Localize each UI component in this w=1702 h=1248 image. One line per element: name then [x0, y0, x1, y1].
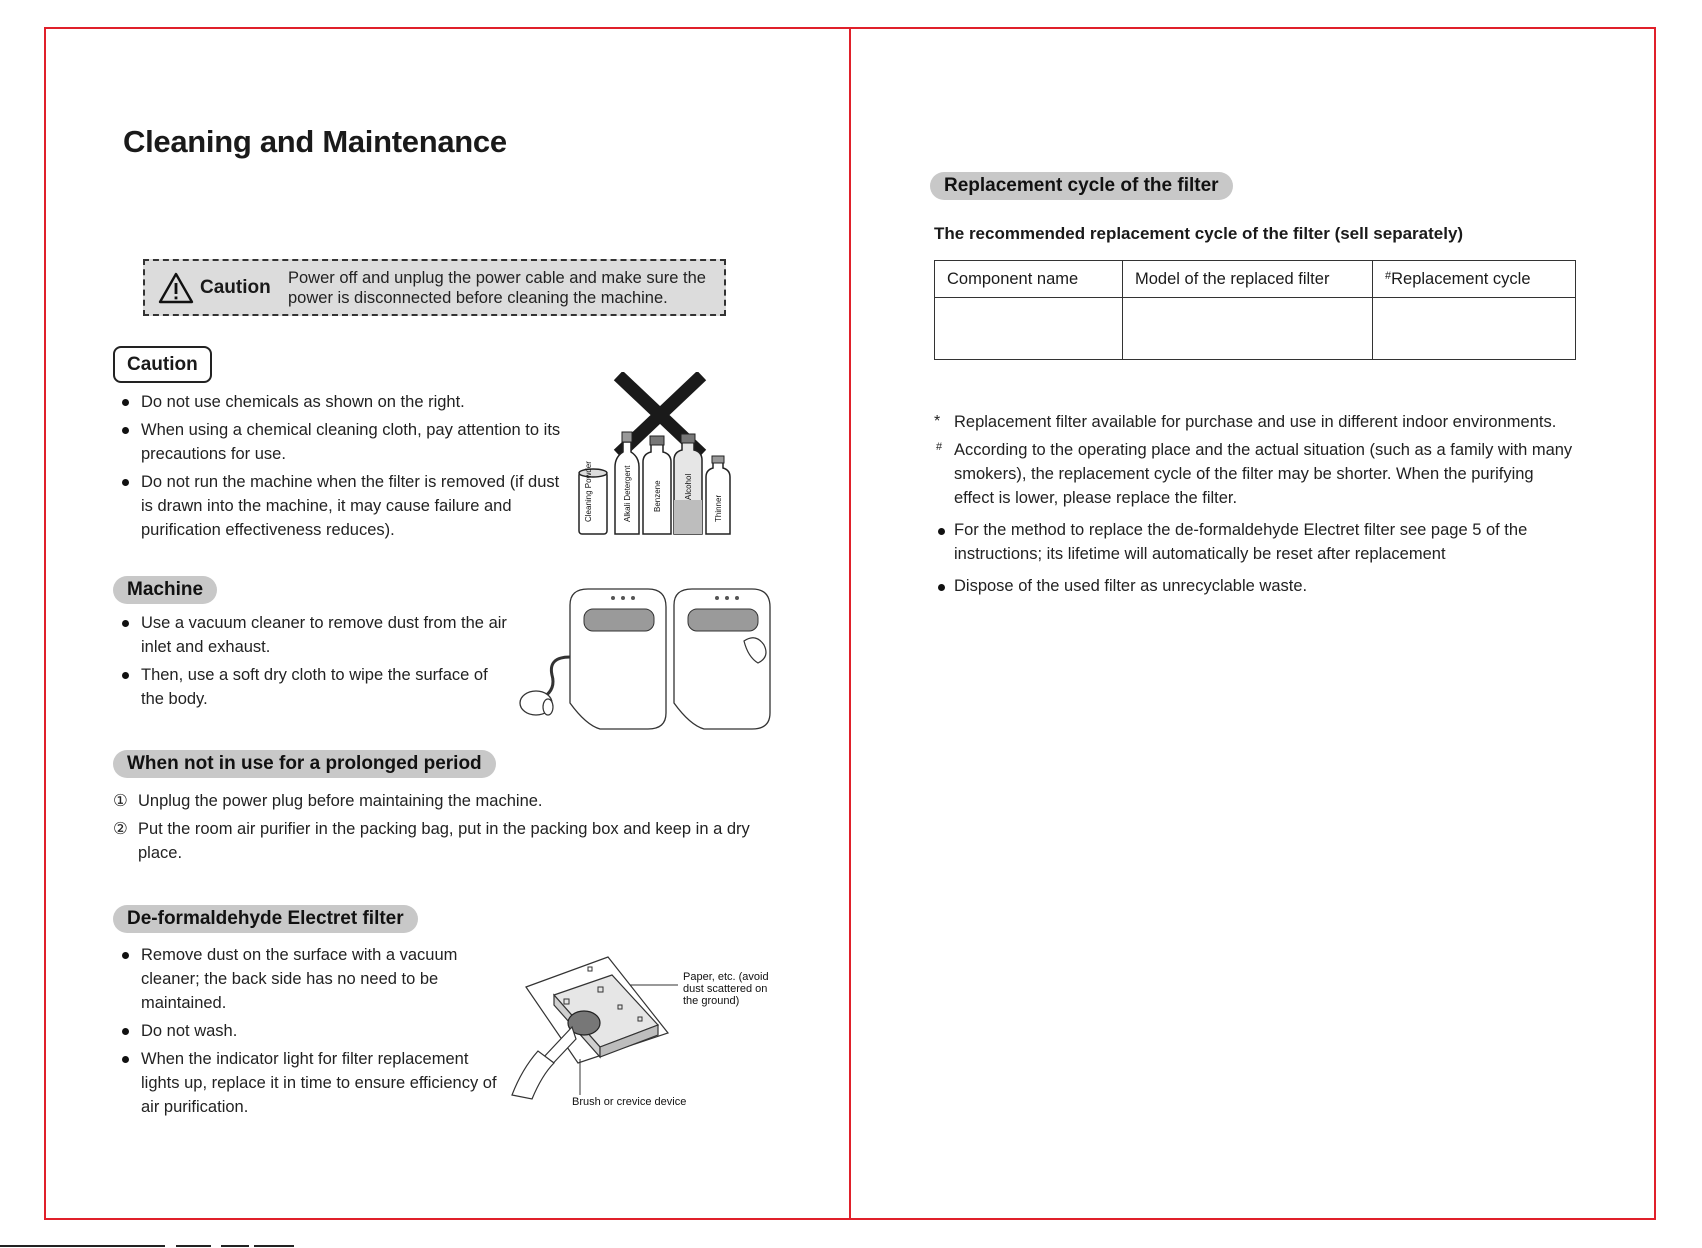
paper-label: Paper, etc. (avoid dust scattered on the ground) — [683, 971, 769, 1007]
bullet-icon — [122, 427, 129, 434]
bullet-icon — [122, 672, 129, 679]
header-component: Component name — [935, 261, 1123, 298]
bullet-icon — [122, 1028, 129, 1035]
list-item: When using a chemical cleaning cloth, pay attention to its precautions for use. — [117, 418, 562, 466]
list-item: When the indicator light for filter replacement lights up, replace it in time to ensure efficiency of air purification. — [117, 1047, 507, 1119]
replacement-heading: Replacement cycle of the filter — [930, 172, 1233, 200]
caution-banner-text: Power off and unplug the power cable and make sure the power is disconnected before cleaning the machine. — [288, 269, 706, 307]
list-item: Do not run the machine when the filter is removed (if dust is drawn into the machine, it may cause failure and purification effectiveness reduces). — [117, 470, 562, 542]
step-number: ① — [113, 792, 128, 810]
chemical-label: Cleaning Powder — [584, 461, 593, 522]
list-item: ① Unplug the power plug before maintaining the machine. — [113, 789, 763, 813]
machine-heading: Machine — [113, 576, 217, 604]
step-number: ② — [113, 820, 128, 838]
list-item: Use a vacuum cleaner to remove dust from the air inlet and exhaust. — [117, 611, 507, 659]
caution-heading: Caution — [113, 346, 212, 383]
chemical-label: Alcohol — [684, 473, 693, 500]
list-item: ② Put the room air purifier in the packing bag, put in the packing box and keep in a dry place. — [113, 817, 763, 865]
filter-cleaning-illustration — [508, 955, 683, 1105]
header-cycle: #Replacement cycle — [1373, 261, 1576, 298]
replacement-subtitle: The recommended replacement cycle of the filter (sell separately) — [934, 224, 1464, 243]
list-item: * Replacement filter available for purchase and use in different indoor environments. — [934, 410, 1574, 434]
machine-list — [117, 611, 507, 715]
list-item: For the method to replace the de-formaldehyde Electret filter see page 5 of the instructions; its lifetime will automatically be reset after replacement — [934, 518, 1574, 566]
replacement-notes — [934, 410, 1574, 602]
bullet-icon — [122, 1056, 129, 1063]
bullet-icon — [122, 952, 129, 959]
asterisk-mark: * — [934, 413, 941, 430]
list-item: Do not wash. — [117, 1019, 507, 1043]
bottom-marks — [0, 1245, 300, 1247]
machine-cleaning-illustration — [508, 585, 772, 733]
electret-heading: De-formaldehyde Electret filter — [113, 905, 418, 933]
list-item: Dispose of the used filter as unrecyclable waste. — [934, 574, 1574, 598]
bullet-icon — [938, 584, 945, 591]
caution-banner — [143, 259, 726, 316]
chemical-label: Alkali Detergent — [623, 465, 632, 522]
hash-mark: # — [936, 441, 943, 453]
bullet-icon — [938, 528, 945, 535]
prolonged-steps — [113, 789, 763, 869]
list-item: Do not use chemicals as shown on the right. — [117, 390, 562, 414]
electret-list — [117, 943, 507, 1123]
bullet-icon — [122, 479, 129, 486]
table-cell — [1373, 298, 1576, 360]
table-cell — [1123, 298, 1373, 360]
chemical-label: Thinner — [714, 494, 723, 522]
page-title: Cleaning and Maintenance — [123, 124, 507, 159]
table-cell — [935, 298, 1123, 360]
list-item: # According to the operating place and the actual situation (such as a family with many smokers), the replacement cycle of the filter may be shorter. When the purifying effect is lower, please replace the filter. — [934, 438, 1574, 510]
caution-banner-label: Caution — [200, 277, 271, 298]
table-row — [935, 298, 1576, 360]
warning-triangle-icon — [158, 272, 194, 304]
table-header-row — [935, 261, 1576, 298]
prohibited-chemicals-illustration — [575, 372, 750, 540]
page-divider — [849, 27, 851, 1220]
caution-list — [117, 390, 562, 546]
list-item: Then, use a soft dry cloth to wipe the surface of the body. — [117, 663, 507, 711]
brush-label: Brush or crevice device — [572, 1096, 687, 1108]
list-item: Remove dust on the surface with a vacuum cleaner; the back side has no need to be maintained. — [117, 943, 507, 1015]
filter-table — [934, 260, 1576, 360]
chemical-label: Benzene — [653, 480, 662, 512]
header-model: Model of the replaced filter — [1123, 261, 1373, 298]
bullet-icon — [122, 399, 129, 406]
bullet-icon — [122, 620, 129, 627]
prolonged-heading: When not in use for a prolonged period — [113, 750, 496, 778]
